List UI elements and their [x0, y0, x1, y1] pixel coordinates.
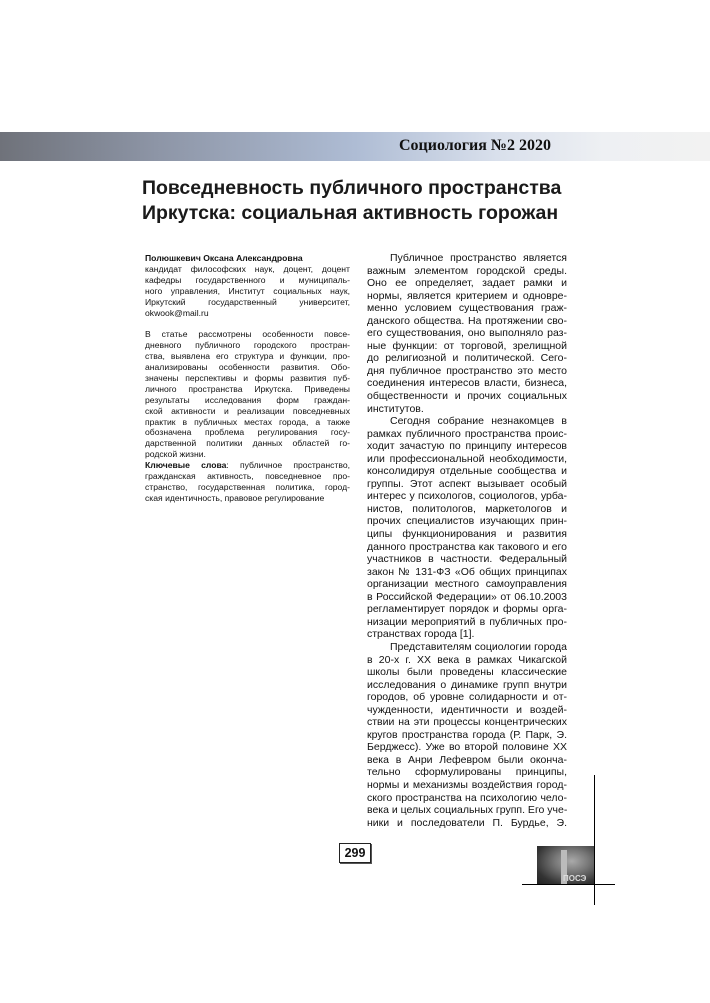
body-line: организации местного самоуправления	[367, 578, 567, 591]
abstract-line: ства, выявлена его структура и функции, про-	[145, 351, 350, 362]
body-line: прочих специалистов изучающих прин-	[367, 515, 567, 528]
abstract-line: ской активности и реализации повседневных	[145, 405, 350, 416]
body-line: ные функции: от торговой, зрелищной	[367, 339, 567, 352]
body-line: Публичное пространство является	[390, 252, 567, 264]
journal-header-band	[0, 132, 710, 161]
body-line: интерес у психологов, социологов, урба-	[367, 490, 567, 503]
body-line: нистов, политологов, маркетологов и	[367, 502, 567, 515]
body-line: тельно сформулированы принципы,	[367, 766, 567, 779]
body-line: века и целых социальных групп. Его уче-	[367, 804, 568, 817]
affiliation-line: Иркутский государственный университет,	[145, 296, 350, 307]
body-line: ципы функционирования и развития	[367, 528, 567, 541]
body-line: дня публичное пространство это место	[367, 364, 567, 377]
body-line: странствах города [1].	[367, 628, 475, 641]
abstract	[145, 329, 350, 460]
body-line: институтов.	[367, 402, 424, 415]
body-line: низации мероприятий в публичных про-	[367, 615, 567, 628]
spacer	[145, 318, 350, 329]
body-line: века в Анри Лефевром были оконча-	[367, 753, 567, 766]
abstract-line: родской жизни.	[145, 449, 206, 460]
keywords-label: Ключевые слова	[145, 460, 227, 471]
crop-mark-vertical	[594, 775, 595, 905]
body-paragraph	[367, 252, 567, 415]
body-line: важным элементом городской среды.	[367, 264, 567, 277]
body-line: Представителям социологии города	[390, 640, 567, 653]
body-line: ствии на эти процессы концентрических	[367, 716, 567, 729]
article-title-line: Иркутска: социальная активность горожан	[142, 202, 559, 224]
body-line: консолидируя отдельные сообщества и	[367, 465, 567, 478]
body-line: городов, об уровне солидарности и от-	[367, 691, 567, 704]
abstract-line: В статье рассмотрены особенности повсе-	[145, 329, 350, 340]
body-line: до религиозной и политической. Сего-	[367, 352, 567, 365]
body-paragraph	[367, 641, 567, 829]
body-line: Берджесс). Уже во второй половине XX	[367, 741, 567, 754]
article-title-line: Повседневность публичного пространства	[142, 177, 562, 199]
abstract-line: результаты исследования форм граждан-	[145, 394, 350, 405]
body-line: ского пространства на психологию чело-	[367, 791, 567, 804]
body-line: общественности и прочих социальных	[367, 390, 567, 403]
abstract-line: анализированы особенности развития. Обо-	[145, 362, 350, 373]
body-line: в Российской Федерации» от 06.10.2003	[367, 590, 567, 603]
abstract-line: обозначена проблема регулирования госу-	[145, 427, 350, 438]
author-abstract-column	[145, 253, 350, 504]
keywords-first-line	[145, 460, 350, 471]
affiliation-line: кафедры государственного и муниципаль-	[145, 274, 350, 285]
affiliation-line: кандидат философских наук, доцент, доцент	[145, 263, 350, 274]
body-paragraph	[367, 415, 567, 641]
keywords-text: : публичное пространство,	[226, 460, 350, 471]
journal-emblem-image	[537, 846, 595, 884]
body-line: участников в частности. Федеральный	[367, 553, 567, 566]
body-line: менно условием существования граж-	[367, 302, 567, 315]
abstract-line: личного пространства Иркутска. Приведены	[145, 383, 350, 394]
article-title	[142, 176, 561, 226]
author-name: Полюшкевич Оксана Александровна	[145, 253, 303, 263]
journal-title: Социология №2 2020	[399, 137, 551, 154]
body-line: данного пространства как такового и его	[367, 540, 567, 553]
body-line: школы были проведены классические	[367, 666, 567, 679]
body-line: закон № 131-ФЗ «Об общих принципах	[367, 565, 567, 578]
body-line: рамках публичного пространства проис-	[367, 427, 567, 440]
abstract-line: практик в публичных местах города, а также	[145, 416, 350, 427]
keywords-line: ская идентичность, правовое регулирование	[145, 492, 325, 503]
body-line: Сегодня собрание незнакомцев в	[390, 415, 567, 428]
keywords-line: гражданская активность, повседневное про-	[145, 471, 350, 482]
abstract-line: дневного публичного городского простран-	[145, 340, 350, 351]
body-line: нормы и механизмы воздействия город-	[367, 778, 567, 791]
emblem-label: ПОСЭ	[563, 874, 587, 883]
abstract-line: дарственной политики данных областей го-	[145, 438, 350, 449]
body-line: чужденности, идентичности и воздей-	[367, 703, 567, 716]
body-line: или профессиональной необходимости,	[367, 452, 567, 465]
body-line: его существования, оно выполняло раз-	[367, 327, 567, 340]
body-line: ходит зачастую по принципу интересов	[367, 440, 567, 453]
body-line: ники и последователи П. Бурдье, Э.	[367, 816, 567, 829]
crop-mark-horizontal	[522, 884, 615, 885]
author-email: okwook@mail.ru	[145, 307, 209, 318]
keywords-lines	[145, 471, 350, 504]
page-number: 299	[339, 843, 371, 863]
body-column	[367, 252, 567, 829]
body-line: Оно ее определяет, задает рамки и	[367, 277, 567, 290]
affiliation-line: ного управления, Институт социальных наук,	[145, 285, 350, 296]
body-line: соединения интересов власти, бизнеса,	[367, 377, 567, 390]
body-line: кругов пространства города (Р. Парк, Э.	[367, 728, 567, 741]
abstract-line: значены перспективы и формы развития пуб-	[145, 372, 350, 383]
body-line: в 20-х г. XX века в рамках Чикагской	[367, 653, 567, 666]
body-line: данского общества. На протяжении сво-	[367, 314, 567, 327]
body-line: регламентирует порядок и формы орга-	[367, 603, 567, 616]
body-line: исследования о динамике групп внутри	[367, 678, 567, 691]
keywords-line: странство, государственная политика, город-	[145, 482, 350, 493]
body-line: группы. Этот аспект вызывает особый	[367, 477, 567, 490]
body-line: нормы, является критерием и одновре-	[367, 289, 567, 302]
